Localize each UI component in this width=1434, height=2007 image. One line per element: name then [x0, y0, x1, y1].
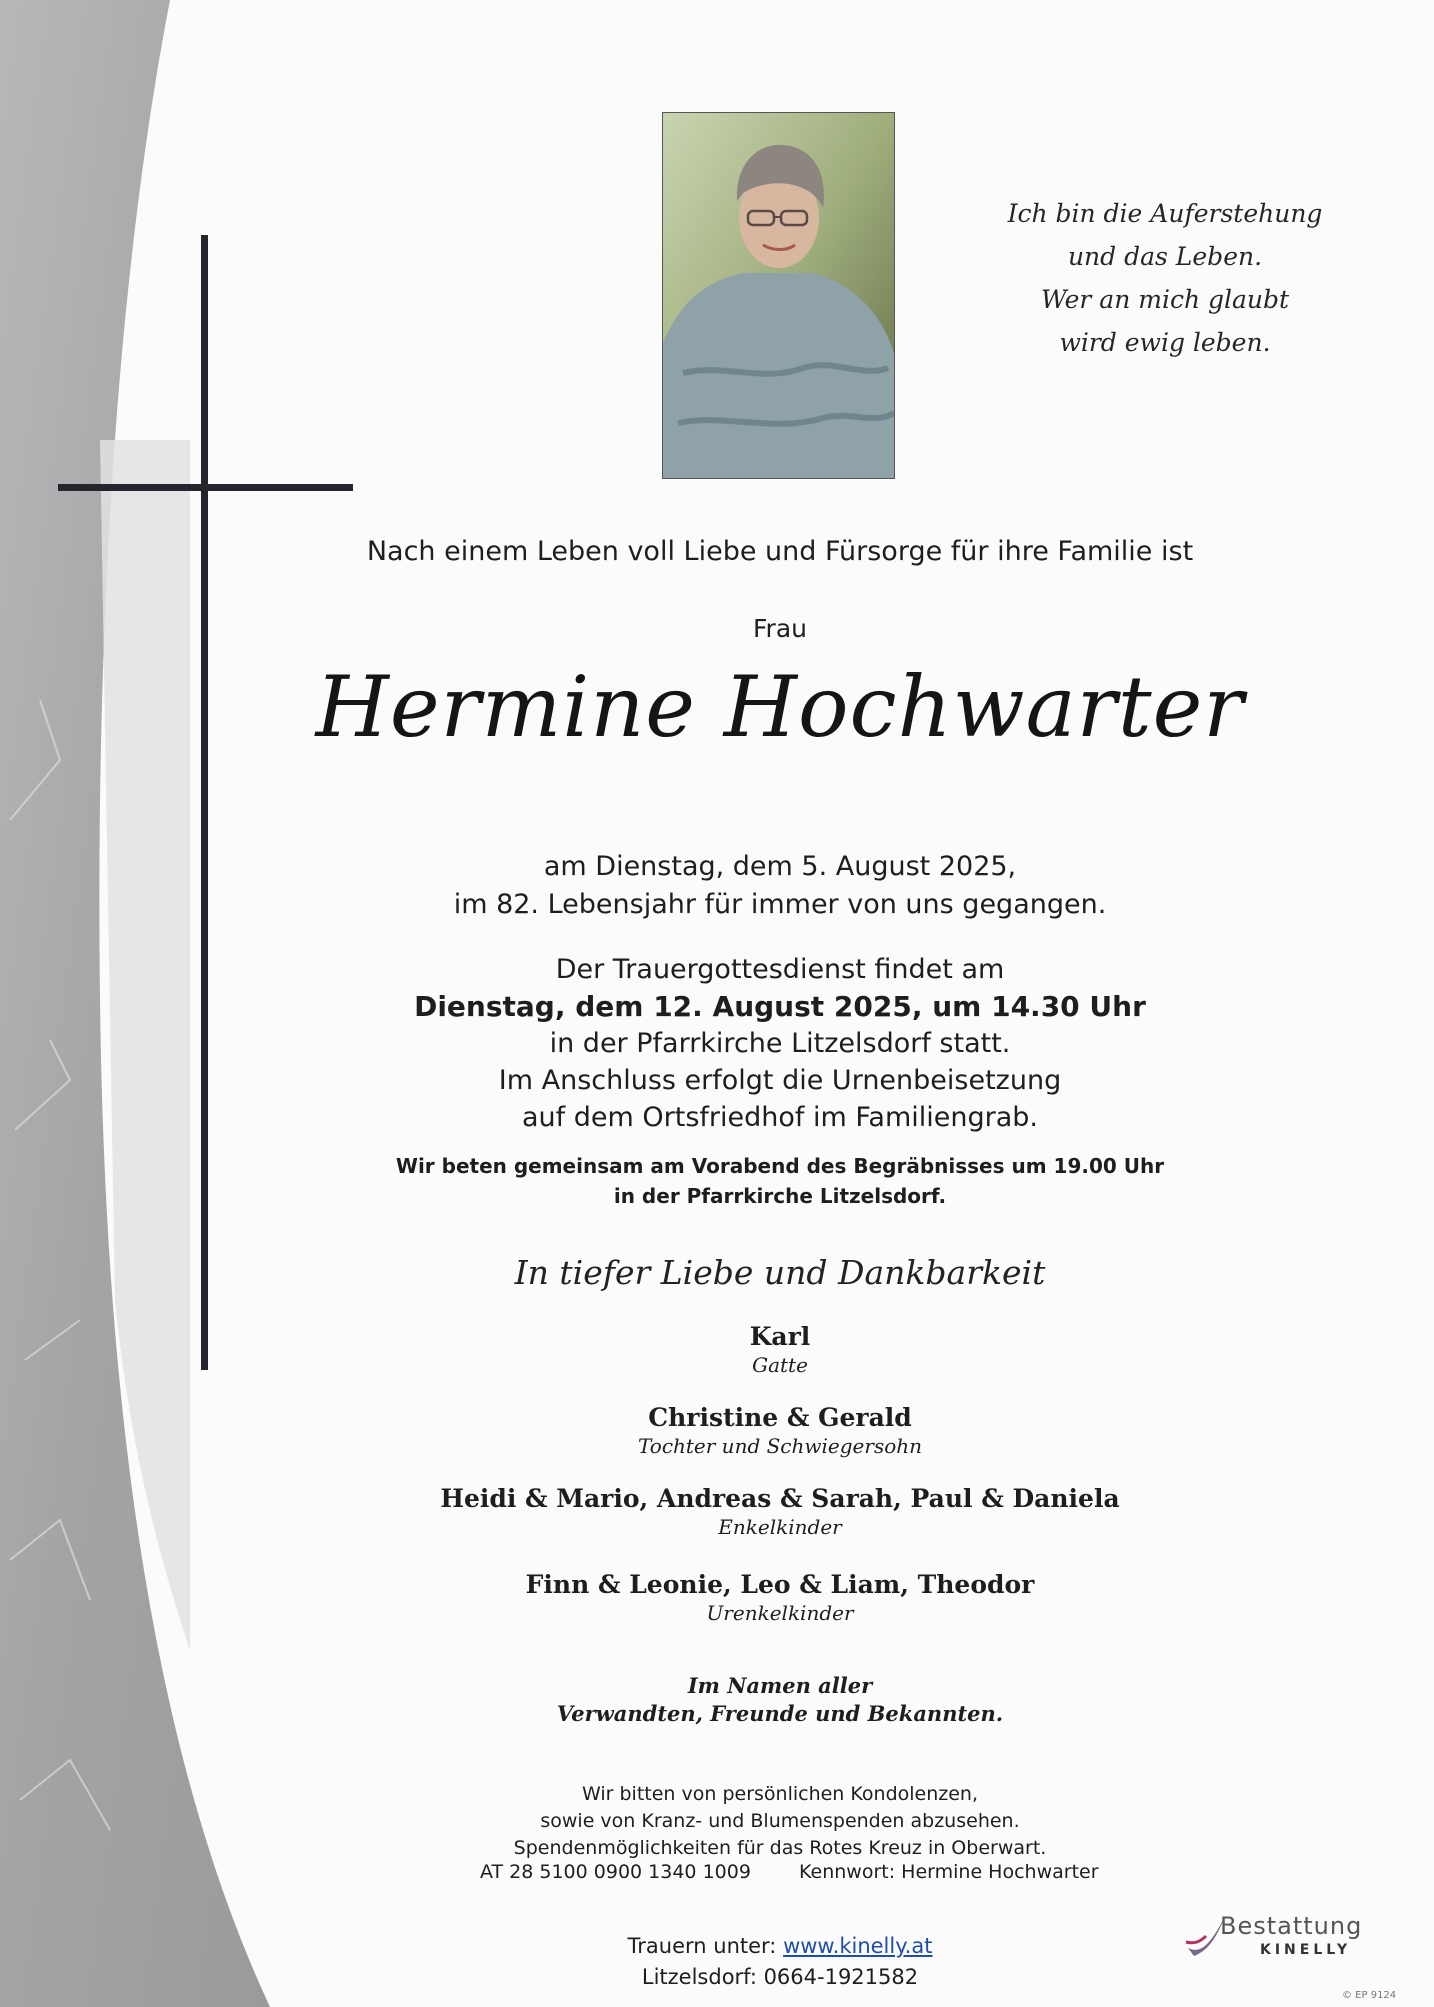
deceased-name: Hermine Hochwarter	[315, 658, 1245, 756]
death-announcement	[290, 848, 1270, 924]
mourner-name: Karl	[749, 1322, 811, 1351]
mourner-entry	[290, 1322, 1270, 1378]
mourner-name: Christine & Gerald	[648, 1403, 912, 1432]
cross-vertical-bar	[201, 235, 208, 1370]
on-behalf-of	[290, 1672, 1270, 1728]
service-line: auf dem Ortsfriedhof im Familiengrab.	[522, 1102, 1038, 1133]
mourner-entry	[290, 1570, 1270, 1626]
mourner-relation: Urenkelkinder	[706, 1601, 854, 1625]
bank-details	[480, 1861, 1099, 1883]
notice-line: Wir bitten von persönlichen Kondolenzen,	[581, 1783, 979, 1805]
behalf-line: Verwandten, Freunde und Bekannten.	[556, 1701, 1004, 1726]
notice-line: Spendenmöglichkeiten für das Rotes Kreuz in Oberwart.	[513, 1837, 1047, 1859]
funeral-service-info	[290, 951, 1270, 1136]
logo-text-bottom: KINELLY	[1260, 1942, 1352, 1958]
notice-line: sowie von Kranz- und Blumenspenden abzusehen.	[540, 1810, 1020, 1832]
contact-info	[290, 1931, 1270, 1993]
prayer-line: Wir beten gemeinsam am Vorabend des Begräbnisses um 19.00 Uhr	[395, 1154, 1165, 1178]
verse-line: Ich bin die Auferstehung	[1007, 199, 1323, 228]
prayer-notice	[290, 1151, 1270, 1211]
bank-keyword: Kennwort: Hermine Hochwarter	[799, 1861, 1099, 1883]
mourner-name: Finn & Leonie, Leo & Liam, Theodor	[525, 1570, 1035, 1599]
contact-label: Trauern unter:	[627, 1934, 784, 1958]
website-link[interactable]: www.kinelly.at	[783, 1934, 933, 1958]
death-date-line: am Dienstag, dem 5. August 2025,	[543, 851, 1017, 882]
service-line: Der Trauergottesdienst findet am	[555, 954, 1005, 985]
service-line: Im Anschluss erfolgt die Urnenbeisetzung	[498, 1065, 1062, 1096]
mourner-name: Heidi & Mario, Andreas & Sarah, Paul & Daniela	[440, 1484, 1120, 1513]
death-age-line: im 82. Lebensjahr für immer von uns gegangen.	[453, 889, 1107, 920]
prayer-line: in der Pfarrkirche Litzelsdorf.	[613, 1184, 947, 1208]
gratitude-heading: In tiefer Liebe und Dankbarkeit	[514, 1253, 1046, 1292]
funeral-home-logo	[1180, 1906, 1380, 1966]
bank-iban: AT 28 5100 0900 1340 1009	[480, 1861, 751, 1883]
document-code: © EP 9124	[1342, 1990, 1397, 2001]
service-line: in der Pfarrkirche Litzelsdorf statt.	[549, 1028, 1011, 1059]
verse-line: und das Leben.	[1067, 242, 1263, 271]
mourner-relation: Gatte	[752, 1353, 808, 1377]
mourner-entry	[290, 1403, 1270, 1459]
salutation: Frau	[752, 614, 807, 643]
cross-horizontal-bar	[58, 484, 353, 491]
verse-line: Wer an mich glaubt	[1040, 285, 1290, 314]
mourner-relation: Enkelkinder	[718, 1515, 842, 1539]
bible-verse	[985, 192, 1345, 364]
contact-phone: Litzelsdorf: 0664-1921582	[641, 1965, 919, 1989]
intro-text: Nach einem Leben voll Liebe und Fürsorge für ihre Familie ist	[366, 536, 1194, 567]
behalf-line: Im Namen aller	[687, 1673, 873, 1698]
verse-line: wird ewig leben.	[1059, 328, 1271, 357]
mourner-entry	[290, 1484, 1270, 1540]
mourner-relation: Tochter und Schwiegersohn	[637, 1434, 923, 1458]
service-date: Dienstag, dem 12. August 2025, um 14.30 Uhr	[414, 990, 1146, 1023]
portrait-photo	[662, 112, 895, 479]
condolence-notice	[290, 1781, 1270, 1862]
logo-text-top: Bestattung	[1220, 1912, 1363, 1940]
